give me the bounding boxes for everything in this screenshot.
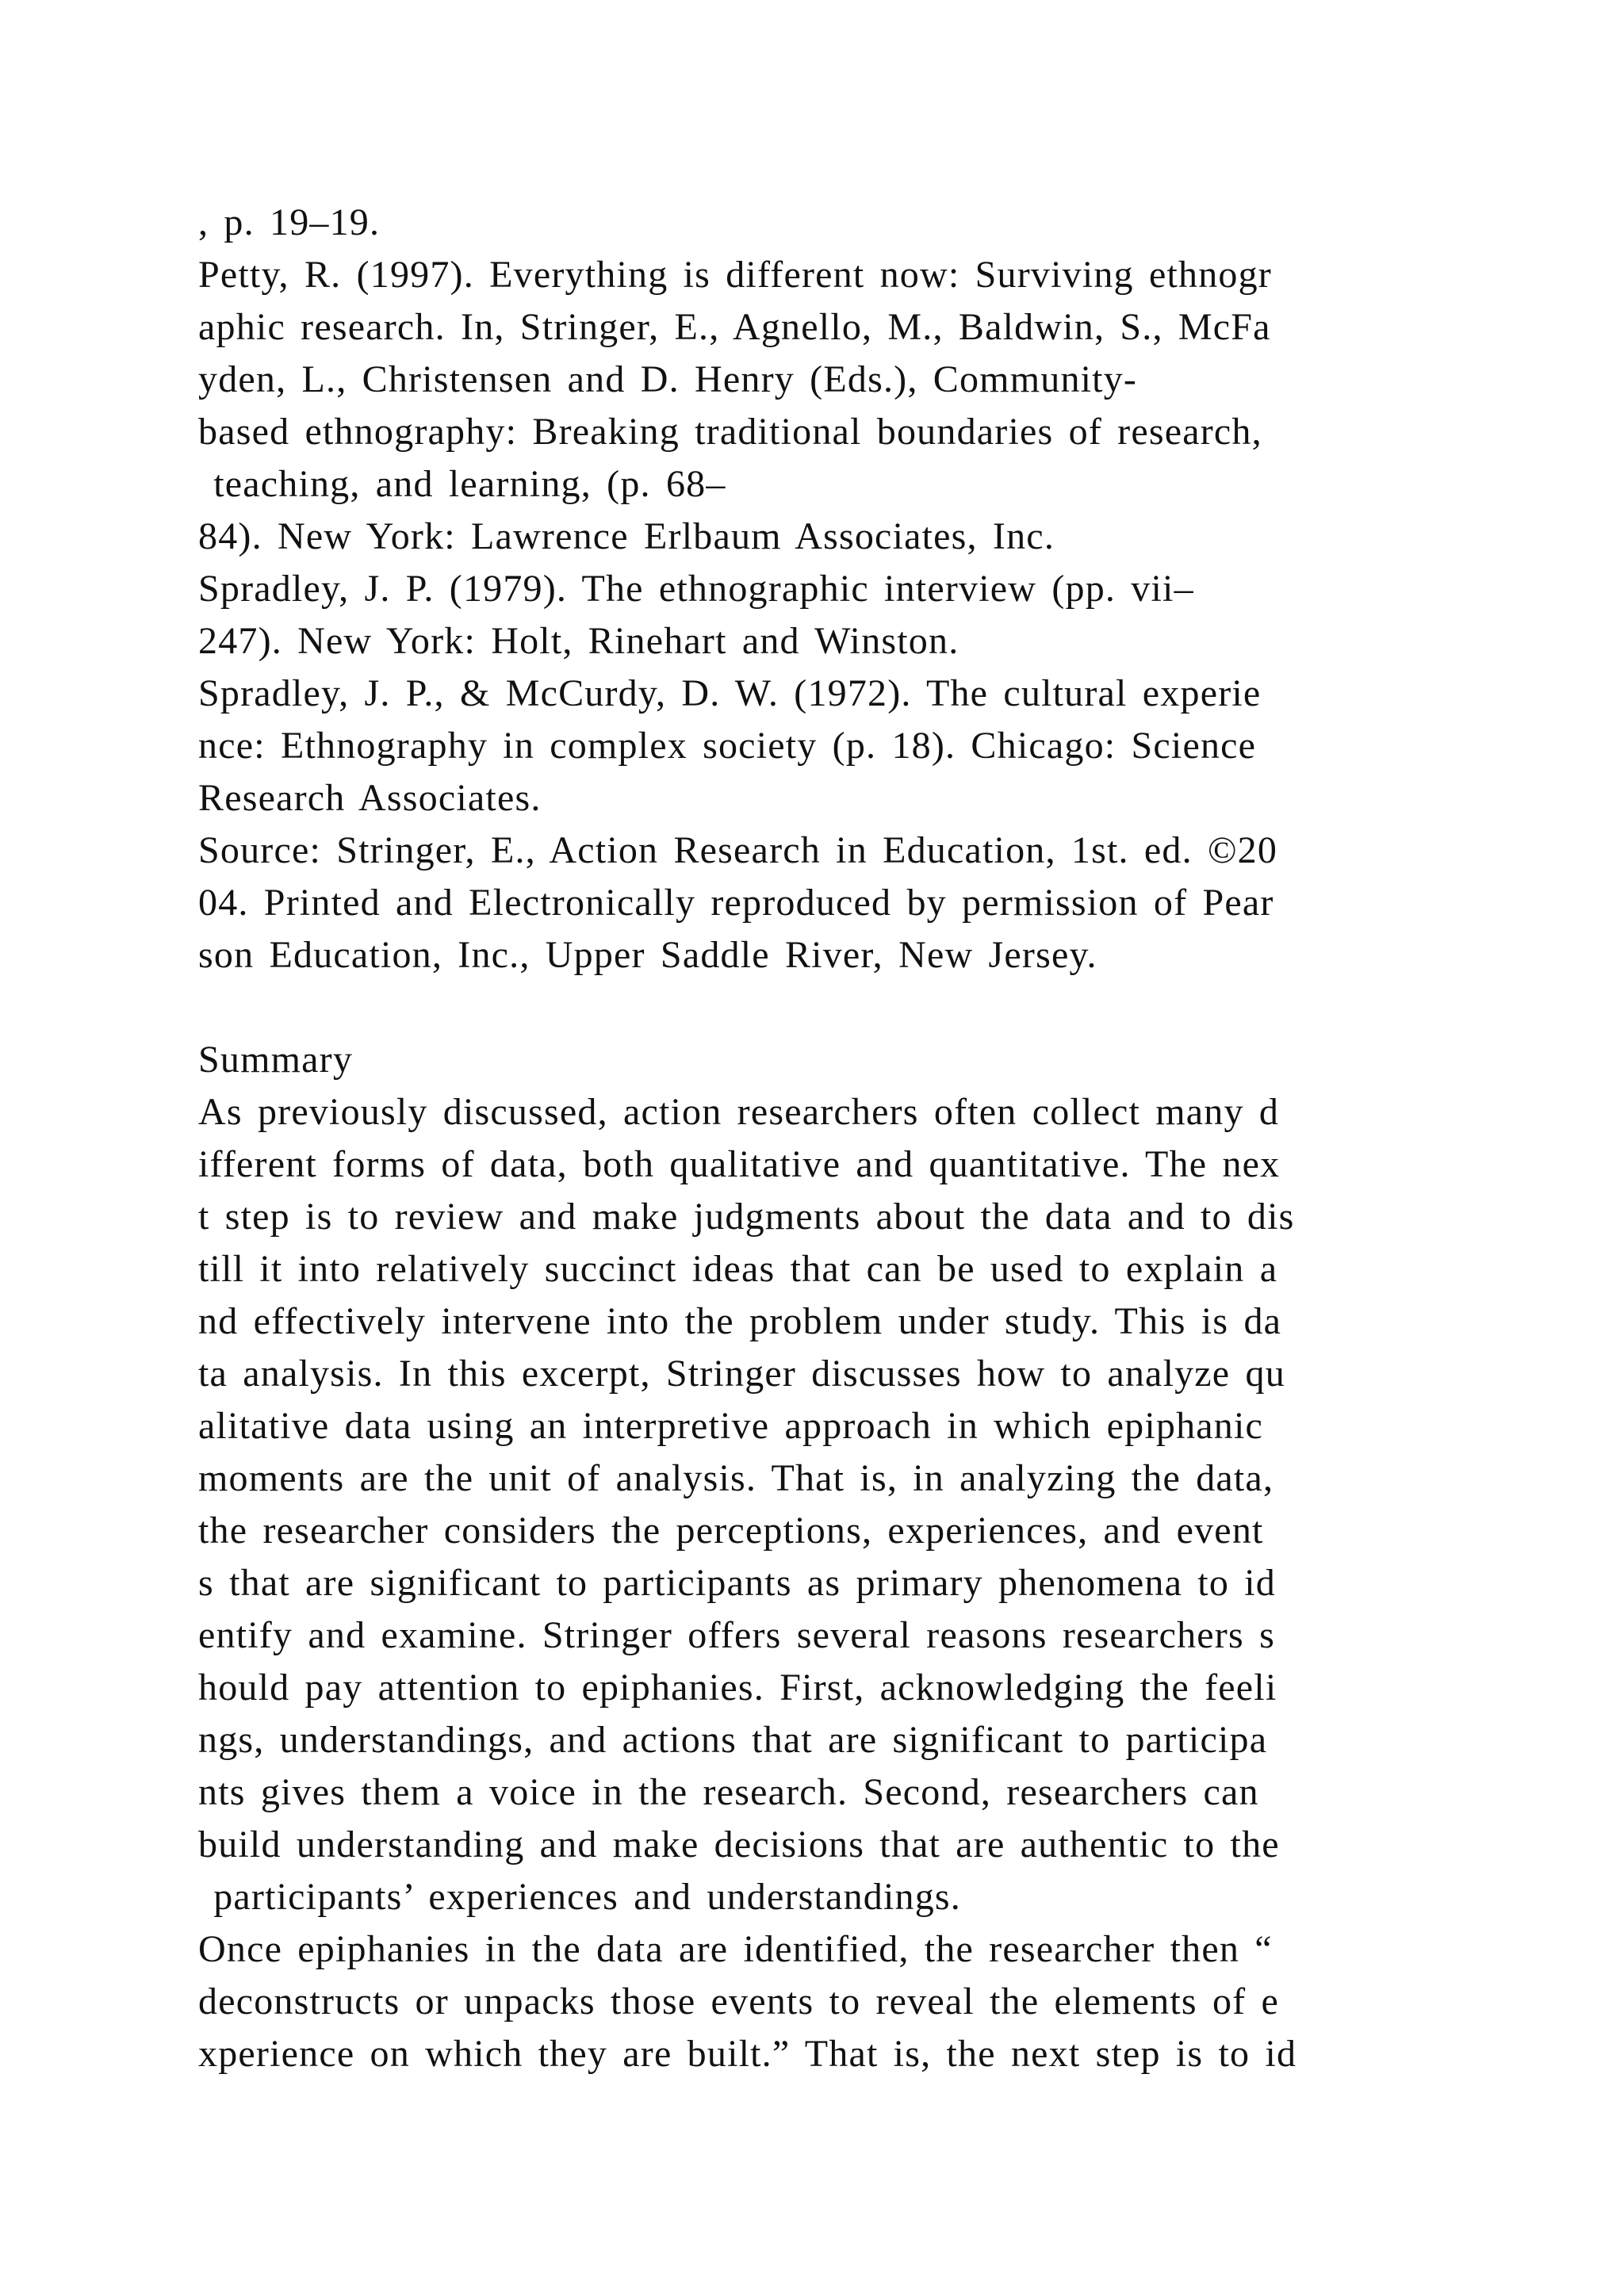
summary-line: ifferent forms of data, both qualitative and quantitative. The nex — [198, 1143, 1281, 1185]
summary-line: build understanding and make decisions that are authentic to the — [198, 1823, 1280, 1866]
summary-line: s that are significant to participants as primary phenomena to id — [198, 1562, 1276, 1604]
summary-line: moments are the unit of analysis. That is, in analyzing the data, — [198, 1457, 1274, 1499]
summary-line: deconstructs or unpacks those events to reveal the elements of e — [198, 1980, 1280, 2022]
document-body — [198, 197, 1435, 2080]
reference-line: 84). New York: Lawrence Erlbaum Associates, Inc. — [198, 515, 1055, 557]
reference-line: Research Associates. — [198, 777, 542, 819]
summary-line: till it into relatively succinct ideas that can be used to explain a — [198, 1248, 1278, 1290]
summary-line: entify and examine. Stringer offers several reasons researchers s — [198, 1614, 1275, 1656]
reference-line: Spradley, J. P., & McCurdy, D. W. (1972). The cultural experie — [198, 672, 1262, 714]
summary-line: hould pay attention to epiphanies. First, acknowledging the feeli — [198, 1667, 1277, 1709]
summary-line: As previously discussed, action researchers often collect many d — [198, 1091, 1280, 1133]
paragraph-gap — [198, 982, 1435, 1034]
summary-line: t step is to review and make judgments about the data and to dis — [198, 1196, 1295, 1238]
reference-line: based ethnography: Breaking traditional boundaries of research, — [198, 411, 1262, 453]
reference-line: yden, L., Christensen and D. Henry (Eds.), Community- — [198, 358, 1138, 400]
summary-line: nd effectively intervene into the problem under study. This is da — [198, 1300, 1282, 1342]
summary-line: xperience on which they are built.” That is, the next step is to id — [198, 2033, 1297, 2075]
source-line: son Education, Inc., Upper Saddle River, New Jersey. — [198, 934, 1097, 976]
reference-line: teaching, and learning, (p. 68– — [198, 463, 726, 505]
reference-line: Spradley, J. P. (1979). The ethnographic interview (pp. vii– — [198, 568, 1194, 610]
reference-line: , p. 19–19. — [198, 201, 381, 243]
source-line: 04. Printed and Electronically reproduced by permission of Pear — [198, 882, 1274, 924]
summary-line: ta analysis. In this excerpt, Stringer discusses how to analyze qu — [198, 1353, 1285, 1395]
summary-line: participants’ experiences and understandings. — [198, 1876, 961, 1918]
summary-line: Once epiphanies in the data are identified, the researcher then “ — [198, 1928, 1273, 1970]
summary-line: nts gives them a voice in the research. Second, researchers can — [198, 1771, 1259, 1813]
summary-heading: Summary — [198, 1039, 354, 1081]
summary-line: alitative data using an interpretive approach in which epiphanic — [198, 1405, 1264, 1447]
reference-line: 247). New York: Holt, Rinehart and Winston. — [198, 620, 959, 662]
source-line: Source: Stringer, E., Action Research in Education, 1st. ed. ©20 — [198, 829, 1278, 871]
reference-line: nce: Ethnography in complex society (p. 18). Chicago: Science — [198, 725, 1257, 767]
reference-line: aphic research. In, Stringer, E., Agnello, M., Baldwin, S., McFa — [198, 306, 1271, 348]
summary-line: ngs, understandings, and actions that are significant to participa — [198, 1719, 1268, 1761]
summary-line: the researcher considers the perceptions, experiences, and event — [198, 1510, 1264, 1552]
reference-line: Petty, R. (1997). Everything is different now: Surviving ethnogr — [198, 254, 1272, 296]
